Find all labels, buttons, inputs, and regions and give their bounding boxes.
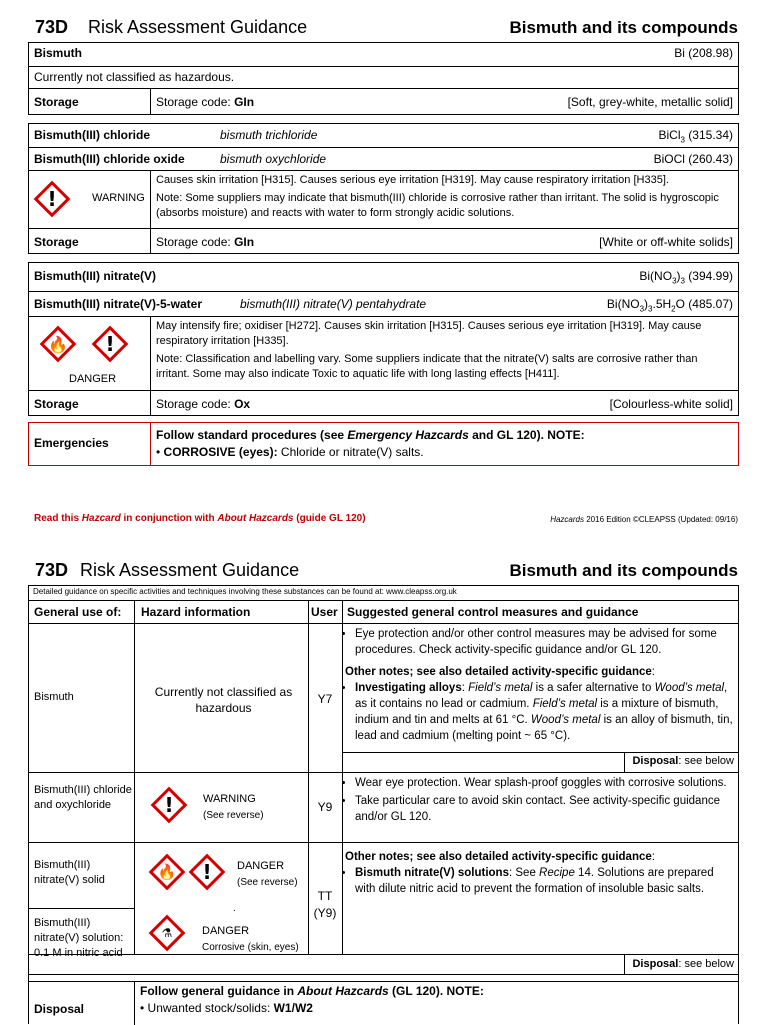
row2-signal: WARNING	[203, 793, 256, 805]
nitrate-storage-note: [Colourless-white solid]	[609, 397, 733, 411]
nitrate-section	[28, 262, 739, 416]
row2-user: Y9	[317, 800, 333, 814]
footer-read-note: Read this Hazcard in conjunction with About Hazcards (guide GL 120)	[34, 513, 366, 524]
chloride-storage-code: Storage code: GIn	[156, 235, 255, 249]
nitrate-name: Bismuth(III) nitrate(V)	[34, 269, 156, 283]
nitrate-hazard-text: May intensify fire; oxidiser [H272]. Causes skin irritation [H315]. Causes serious eye irritation [H319]. May cause respiratory irritation [H335]. Note: Classification and labelling vary. Some suppliers indicate that the nitrate(V) salts are corrosive rather than irritant. Some may also indicate Toxic to aquatic life with long lasting effects [H411].	[156, 320, 702, 380]
bismuth-classification: Currently not classified as hazardous.	[34, 70, 235, 84]
row3-user: TT	[317, 889, 333, 903]
chloride-storage-label: Storage	[29, 229, 151, 254]
chloride-formula: BiCl$_3$ (315.34)	[658, 128, 733, 145]
page1-code: 73D	[35, 17, 69, 37]
row1-disposal: Disposal: see below	[632, 755, 734, 767]
header-hazard-information: Hazard information	[141, 605, 251, 619]
row3-user-2: (Y9)	[313, 906, 337, 920]
disposal-label: Disposal	[34, 1002, 85, 1016]
flame-over-circle-icon: 🔥	[48, 334, 68, 354]
emergencies-section	[28, 422, 739, 466]
page2-right-title: Bismuth and its compounds	[509, 561, 738, 580]
chloride-oxide-alt-name: bismuth oxychloride	[220, 152, 327, 166]
row1-guidance: • Eye protection and/or other control measures may be advised for some procedures. Check activity-specific guidance and/or GL 120. Other notes; see also detailed activity-specific guidance: • Investigating alloys: Field’s metal is a safer alternative to Wood’s metal, as it contains no lead or cadmium. Field’s metal is a mixture of bismuth, indium and tin and melts at 61 °C. Wood’s metal is an alloy of bismuth, tin, lead and cadmium (melting point ~ 65 °C).	[345, 626, 735, 744]
page2-title: Risk Assessment Guidance	[80, 560, 300, 580]
chloride-name: Bismuth(III) chloride	[34, 128, 151, 142]
chloride-hazard-text: Causes skin irritation [H315]. Causes serious eye irritation [H319]. May cause respiratory irritation [H335]. Note: Some suppliers may indicate that bismuth(III) chloride is corrosive rather than irritant. The solid is hygroscopic (absorbs moisture) and reacts with water to form strongly acidic solutions.	[156, 174, 719, 219]
chloride-signal-word: WARNING	[92, 192, 145, 204]
row3-flame-over-circle-icon: 🔥	[157, 863, 177, 881]
nitrate-storage-label: Storage	[29, 391, 151, 416]
bismuth-section	[28, 42, 739, 115]
bismuth-storage-code: Storage code: GIn	[156, 95, 255, 109]
nitrate-formula: $Bi(NO_3)_3$ (394.99)	[639, 269, 733, 286]
corrosion-icon: ⚗	[161, 926, 173, 940]
nitrate-hydrate-formula: $Bi(NO_3)_3.5H_2O$ (485.07)	[606, 297, 733, 314]
header-general-use: General use of:	[34, 605, 122, 619]
page1-right-title: Bismuth and its compounds	[509, 18, 738, 37]
nitrate-hydrate-name: Bismuth(III) nitrate(V)-5-water	[34, 297, 203, 311]
page1-title: Risk Assessment Guidance	[88, 17, 308, 37]
bismuth-storage-note: [Soft, grey-white, metallic solid]	[567, 95, 733, 109]
chloride-storage-note: [White or off-white solids]	[599, 235, 733, 249]
row2-use: Bismuth(III) chloride and oxychloride	[34, 784, 132, 811]
chloride-oxide-formula: BiOCl (260.43)	[653, 152, 733, 166]
row4-signal: DANGER	[202, 925, 250, 937]
header-control-measures: Suggested general control measures and guidance	[347, 605, 639, 619]
row4-use: Bismuth(III) nitrate(V) solution: 0.1 M in nitric acid	[34, 917, 124, 959]
page2-code: 73D	[35, 560, 69, 580]
row1-use: Bismuth	[34, 691, 74, 703]
guidance-table	[28, 585, 739, 1024]
row3-guidance: Other notes; see also detailed activity-specific guidance: • Bismuth nitrate(V) solutions: See Recipe 14. Solutions are prepared with dilute nitric acid to prevent the formation of insoluble basic salts.	[345, 849, 735, 897]
bismuth-storage-label: Storage	[29, 89, 151, 115]
exclamation-mark-icon-2: !	[105, 332, 115, 356]
footer-edition: Hazcards 2016 Edition ©CLEAPSS (Updated: 09/16)	[550, 515, 738, 524]
row1-user: Y7	[317, 692, 333, 706]
row1-hazard: Currently not classified as hazardous	[154, 685, 293, 715]
header-user: User	[311, 605, 338, 619]
emergencies-label: Emergencies	[29, 423, 151, 465]
chloride-pictogram-cell	[29, 171, 151, 228]
row3-signal: DANGER	[237, 860, 285, 872]
disposal-text: Follow general guidance in About Hazcards (GL 120). NOTE: • Unwanted stock/solids: W1/W2	[140, 984, 484, 1015]
nitrate-pictogram-cell	[29, 317, 151, 390]
nitrate-hydrate-alt-name: bismuth(III) nitrate(V) pentahydrate	[240, 297, 427, 311]
bismuth-name: Bismuth	[34, 46, 82, 60]
emergencies-text: Follow standard procedures (see Emergency Hazcards and GL 120). NOTE: • CORROSIVE (eyes): Chloride or nitrate(V) salts.	[156, 428, 585, 459]
row4-description: Corrosive (skin, eyes)	[202, 942, 299, 953]
row3-disposal: Disposal: see below	[632, 958, 734, 970]
row2-see-reverse: (See reverse)	[203, 810, 264, 821]
row3-exclamation-icon: !	[202, 860, 212, 884]
detailed-guidance-note: Detailed guidance on specific activities and techniques involving these substances can be found at: www.cleapss.org.uk	[33, 587, 457, 596]
chloride-oxide-name: Bismuth(III) chloride oxide	[34, 152, 185, 166]
nitrate-signal-word: DANGER	[69, 373, 117, 385]
chloride-section	[28, 123, 739, 254]
row3-see-reverse: (See reverse)	[237, 877, 298, 888]
row2-guidance: • Wear eye protection. Wear splash-proof goggles with corrosive solutions. • Take particular care to avoid skin contact. See activity-specific guidance and/or GL 120.	[345, 775, 735, 825]
chloride-alt-name: bismuth trichloride	[220, 128, 318, 142]
bismuth-formula: Bi (208.98)	[674, 46, 733, 60]
exclamation-mark-icon: !	[47, 187, 57, 211]
row3-use: Bismuth(III) nitrate(V) solid	[34, 859, 105, 886]
row2-exclamation-icon: !	[164, 793, 174, 817]
row4-dot: .	[233, 903, 236, 914]
nitrate-storage-code: Storage code: Ox	[156, 397, 251, 411]
